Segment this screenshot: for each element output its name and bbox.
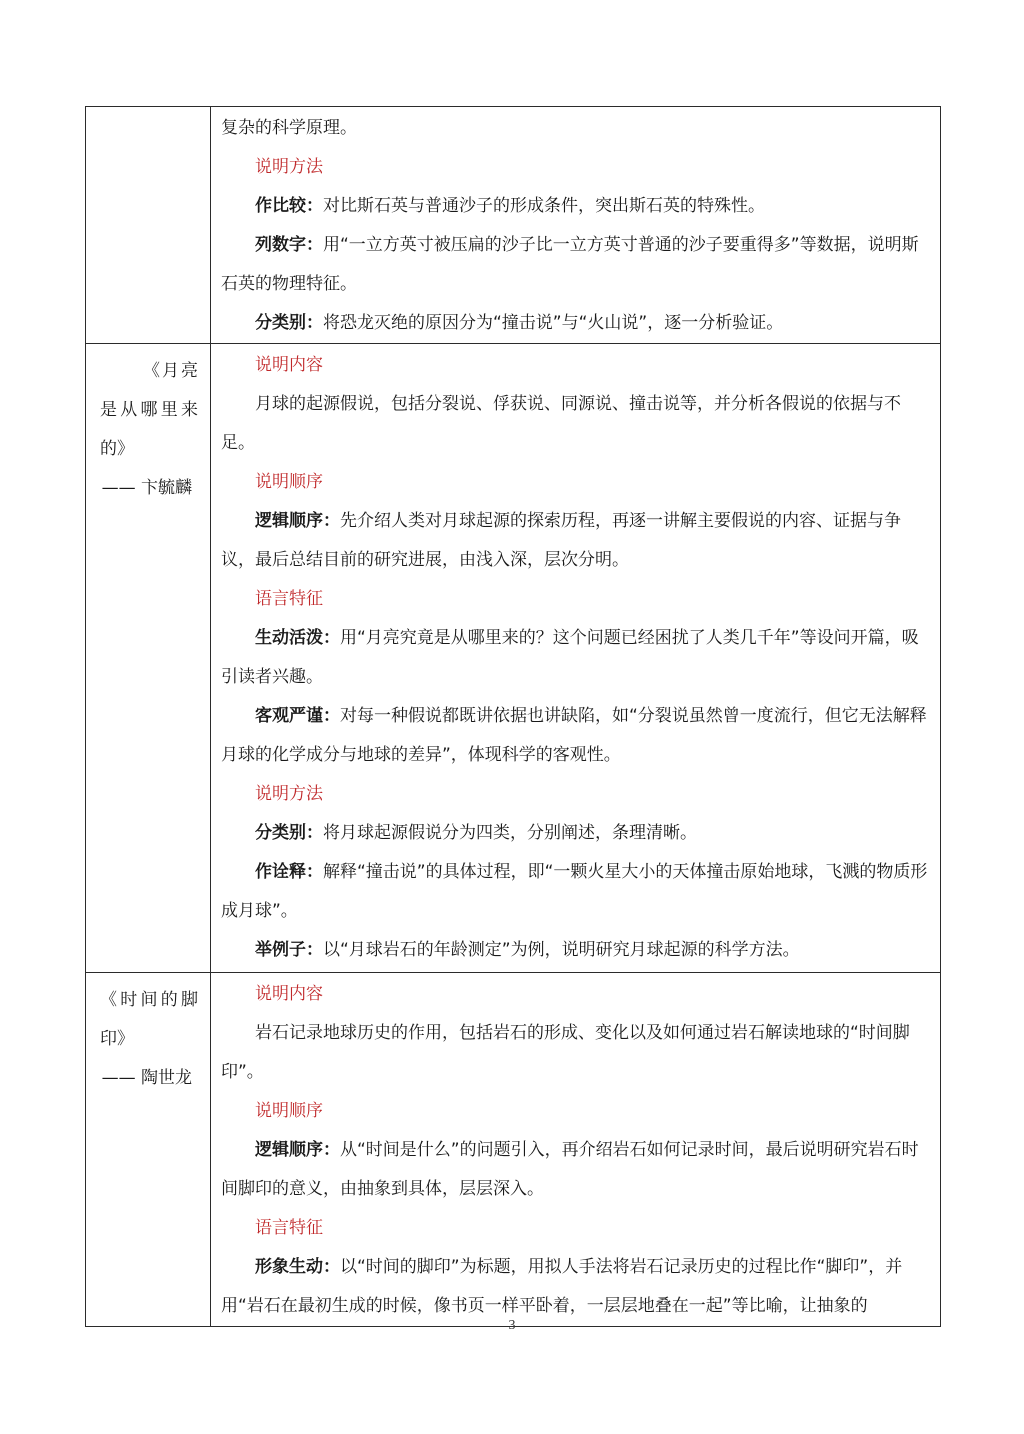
item-label: 逻辑顺序： bbox=[255, 1140, 340, 1160]
list-item bbox=[221, 1131, 930, 1209]
section-heading: 说明顺序 bbox=[255, 472, 323, 492]
content-cell bbox=[211, 344, 941, 973]
list-item bbox=[221, 814, 930, 853]
list-item bbox=[221, 1248, 930, 1326]
table-row bbox=[86, 107, 941, 344]
item-text: 用“一立方英寸被压扁的沙子比一立方英寸普通的沙子要重得多”等数据，说明斯石英的物理特征。 bbox=[221, 235, 919, 294]
article-title-line: 《月亮 bbox=[143, 361, 200, 381]
content-cell bbox=[211, 973, 941, 1327]
item-label: 作比较： bbox=[255, 196, 323, 216]
page-number: 3 bbox=[508, 1318, 516, 1333]
section-heading: 语言特征 bbox=[255, 1218, 323, 1238]
item-text: 解释“撞击说”的具体过程，即“一颗火星大小的天体撞击原始地球，飞溅的物质形成月球”。 bbox=[221, 862, 928, 921]
item-label: 列数字： bbox=[255, 235, 323, 255]
item-text: 以“月球岩石的年龄测定”为例，说明研究月球起源的科学方法。 bbox=[323, 940, 800, 960]
section-heading: 说明内容 bbox=[255, 984, 323, 1004]
item-label: 客观严谨： bbox=[255, 706, 340, 726]
list-item bbox=[221, 619, 930, 697]
content-cell bbox=[211, 107, 941, 344]
list-item bbox=[221, 502, 930, 580]
list-item bbox=[221, 931, 930, 970]
item-label: 作诠释： bbox=[255, 862, 323, 882]
item-label: 生动活泼： bbox=[255, 628, 340, 648]
section-heading: 说明方法 bbox=[255, 784, 323, 804]
table-row bbox=[86, 973, 941, 1327]
list-item bbox=[221, 697, 930, 775]
article-author: —— 卞毓麟 bbox=[101, 478, 192, 498]
item-label: 形象生动： bbox=[255, 1257, 340, 1277]
article-title-line: 是从哪里来 bbox=[100, 400, 200, 420]
title-cell bbox=[86, 344, 211, 973]
item-label: 分类别： bbox=[255, 313, 323, 333]
row1-content bbox=[211, 107, 940, 343]
list-item bbox=[221, 226, 930, 304]
section-heading: 语言特征 bbox=[255, 589, 323, 609]
item-label: 分类别： bbox=[255, 823, 323, 843]
title-cell bbox=[86, 107, 211, 344]
item-text: 将恐龙灭绝的原因分为“撞击说”与“火山说”，逐一分析验证。 bbox=[323, 313, 784, 333]
article-title-line: 印》 bbox=[100, 1029, 134, 1049]
paragraph-text: 岩石记录地球历史的作用，包括岩石的形成、变化以及如何通过岩石解读地球的“时间脚印”。 bbox=[221, 1023, 910, 1082]
title-cell bbox=[86, 973, 211, 1327]
table-row bbox=[86, 344, 941, 973]
item-text: 对比斯石英与普通沙子的形成条件，突出斯石英的特殊性。 bbox=[323, 196, 765, 216]
article-title-line: 的》 bbox=[100, 439, 134, 459]
item-text: 从“时间是什么”的问题引入，再介绍岩石如何记录时间，最后说明研究岩石时间脚印的意义，由抽象到具体，层层深入。 bbox=[221, 1140, 919, 1199]
row3-content bbox=[211, 973, 940, 1326]
section-heading: 说明方法 bbox=[255, 157, 323, 177]
row2-content bbox=[211, 344, 940, 970]
item-text: 将月球起源假说分为四类，分别阐述，条理清晰。 bbox=[323, 823, 697, 843]
list-item bbox=[221, 304, 930, 343]
item-text: 先介绍人类对月球起源的探索历程，再逐一讲解主要假说的内容、证据与争议，最后总结目前的研究进展，由浅入深，层次分明。 bbox=[221, 511, 901, 570]
item-label: 举例子： bbox=[255, 940, 323, 960]
list-item bbox=[221, 853, 930, 931]
article-title-line: 《时间的脚 bbox=[100, 990, 200, 1010]
item-label: 逻辑顺序： bbox=[255, 511, 340, 531]
paragraph-text: 月球的起源假说，包括分裂说、俘获说、同源说、撞击说等，并分析各假说的依据与不足。 bbox=[221, 394, 901, 453]
section-heading: 说明内容 bbox=[255, 355, 323, 375]
paragraph-text: 复杂的科学原理。 bbox=[221, 118, 357, 138]
article-author: —— 陶世龙 bbox=[101, 1068, 192, 1088]
item-text: 用“月亮究竟是从哪里来的？这个问题已经困扰了人类几千年”等设问开篇，吸引读者兴趣。 bbox=[221, 628, 919, 687]
content-table bbox=[85, 106, 941, 1327]
list-item bbox=[221, 187, 930, 226]
item-text: 对每一种假说都既讲依据也讲缺陷，如“分裂说虽然曾一度流行，但它无法解释月球的化学成分与地球的差异”，体现科学的客观性。 bbox=[221, 706, 927, 765]
item-text: 以“时间的脚印”为标题，用拟人手法将岩石记录历史的过程比作“脚印”，并用“岩石在最初生成的时候，像书页一样平卧着，一层层地叠在一起”等比喻，让抽象的 bbox=[221, 1257, 903, 1316]
section-heading: 说明顺序 bbox=[255, 1101, 323, 1121]
